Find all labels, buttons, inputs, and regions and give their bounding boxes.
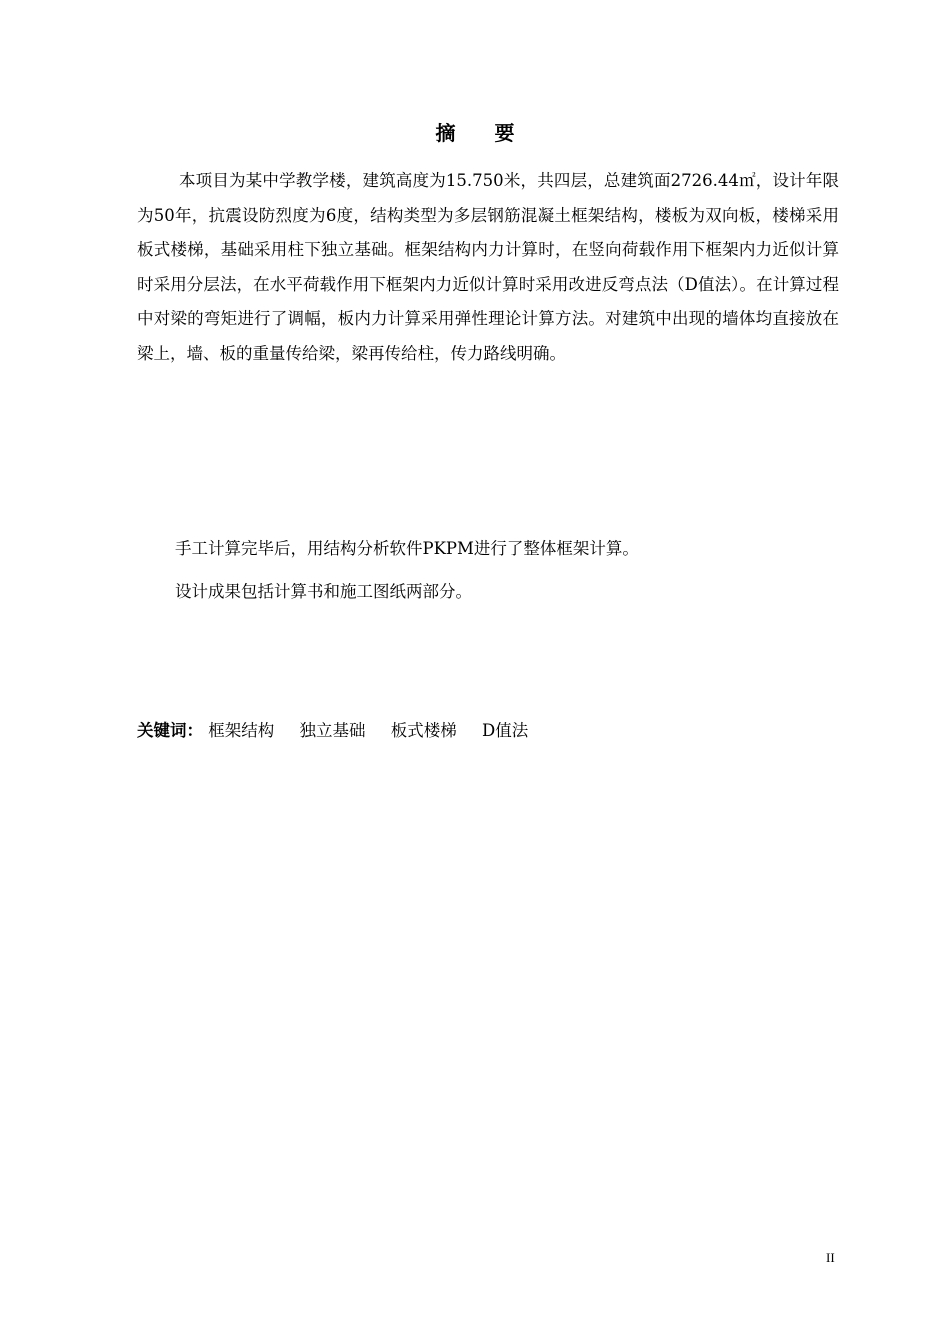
keywords-line	[137, 719, 548, 743]
page-number: II	[826, 1250, 835, 1265]
keyword-item: 板式楼梯	[390, 721, 457, 740]
keyword-item: 独立基础	[299, 721, 366, 740]
abstract-title: 摘 要	[435, 121, 531, 145]
keyword-item: 框架结构	[208, 721, 275, 740]
abstract-paragraph-deliverables: 设计成果包括计算书和施工图纸两部分。	[175, 582, 472, 601]
abstract-paragraph-pkpm: 手工计算完毕后，用结构分析软件PKPM进行了整体框架计算。	[175, 539, 639, 558]
keywords-label: 关键词：	[137, 721, 203, 740]
abstract-body-paragraph: 本项目为某中学教学楼，建筑高度为15.750米，共四层，总建筑面2726.44㎡，设计年限为50年，抗震设防烈度为6度，结构类型为多层钢筋混凝土框架结构，楼板为双向板，楼梯采用板式楼梯，基础采用柱下独立基础。框架结构内力计算时，在竖向荷载作用下框架内力近似计算时采用分层法，在水平荷载作用下框架内力近似计算时采用改进反弯点法（D值法）。在计算过程中对梁的弯矩进行了调幅，板内力计算采用弹性理论计算方法。对建筑中出现的墙体均直接放在梁上，墙、板的重量传给梁，梁再传给柱，传力路线明确。	[137, 171, 839, 363]
keyword-item: D值法	[482, 721, 529, 740]
